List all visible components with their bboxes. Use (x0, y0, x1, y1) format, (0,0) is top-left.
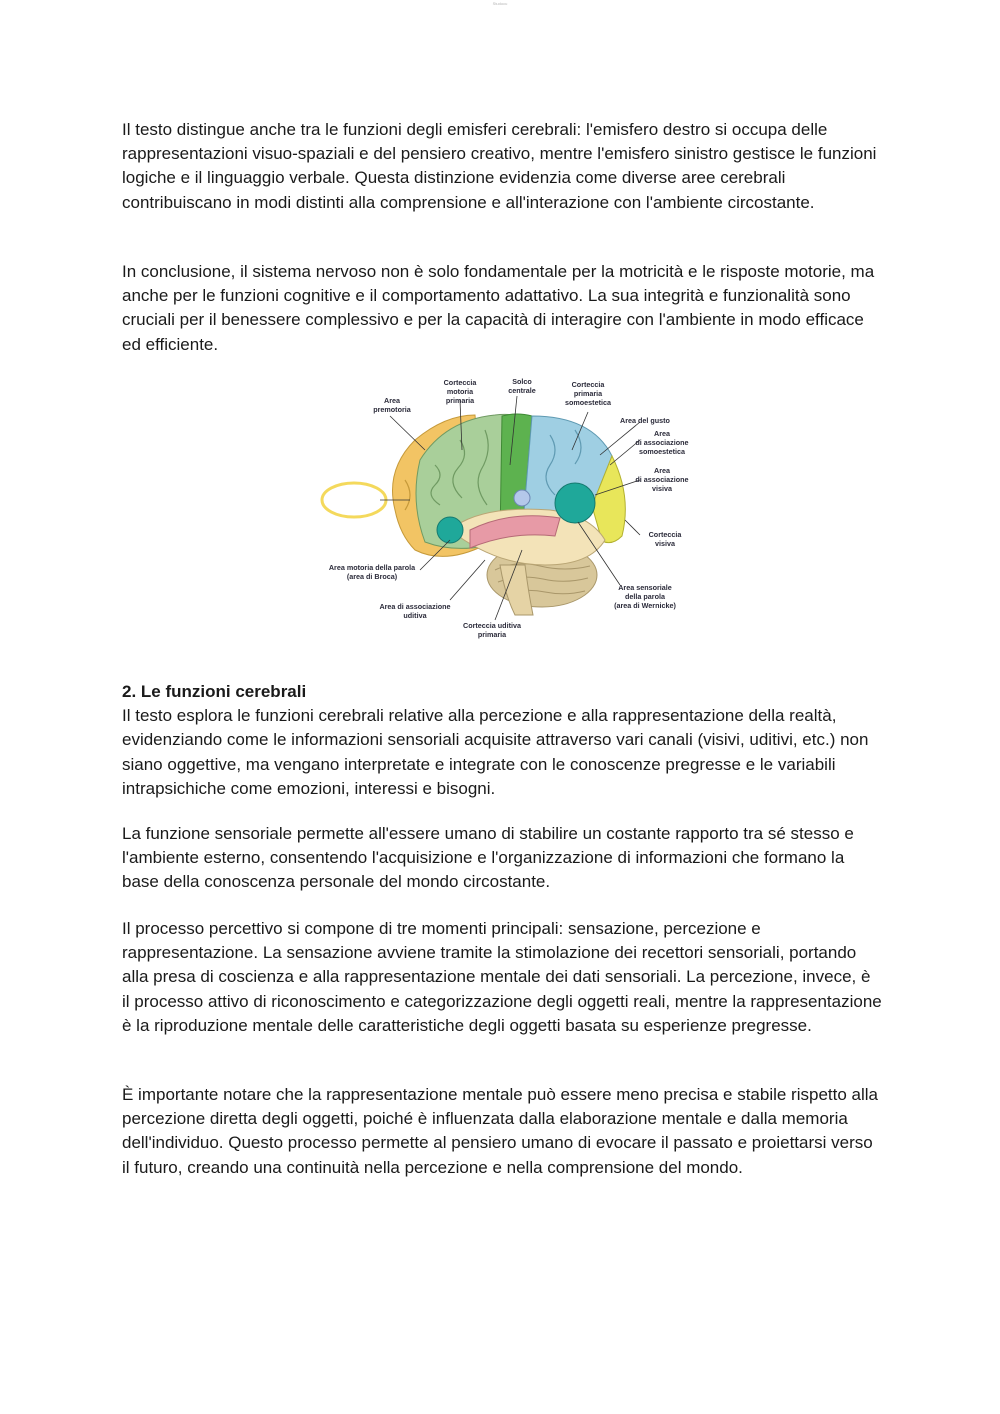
label-motor-cortex: Corteccia (443, 378, 477, 387)
label-broca: Area motoria della parola (328, 563, 416, 572)
brain-areas-figure (310, 370, 710, 650)
label-wernicke-3: (area di Wernicke) (614, 601, 676, 610)
section-heading: 2. Le funzioni cerebrali (122, 682, 307, 701)
paragraph-text: La funzione sensoriale permette all'essere umano di stabilire un costante rapporto tra sé stesso e l'ambiente esterno, consentendo l'acquisizione e l'organizzazione di informazioni che formano la base della conoscenza personale del mondo circostante. (122, 824, 854, 892)
label-somatosensory-assoc-2: di associazione (635, 438, 689, 447)
label-auditory-assoc: Area di associazione (379, 602, 451, 611)
label-premotor-2: premotoria (373, 405, 411, 414)
paragraph-text: È importante notare che la rappresentazione mentale può essere meno precisa e stabile rispetto alla percezione diretta degli oggetti, poiché è influenzata dalla elaborazione mentale e dalla memoria dell'individuo. Questo processo permette al pensiero umano di evocare il passato e proiettarsi verso il futuro, creando una continuità nella percezione e nella comprensione del mondo. (122, 1085, 878, 1177)
label-premotor: Area (384, 396, 400, 405)
label-somatosensory-2: primaria (573, 389, 603, 398)
label-somatosensory: Corteccia (571, 380, 605, 389)
label-visual-assoc: Area (654, 466, 670, 475)
label-somatosensory-3: somoestetica (565, 398, 611, 407)
label-motor-cortex-2: motoria (446, 387, 474, 396)
label-central-sulcus-2: centrale (508, 386, 536, 395)
label-broca-2: (area di Broca) (346, 572, 398, 581)
label-visual-assoc-2: di associazione (635, 475, 689, 484)
paragraph-emisferi (122, 118, 882, 215)
label-visual-assoc-3: visiva (652, 484, 672, 493)
prefrontal-highlight (322, 483, 386, 517)
label-auditory-assoc-2: uditiva (403, 611, 427, 620)
label-auditory-cortex: Corteccia uditiva (463, 621, 521, 630)
gustatory-area-shape (514, 490, 530, 506)
section-funzioni-cerebrali (122, 680, 882, 801)
paragraph-conclusione (122, 260, 882, 357)
label-visual-cortex-2: visiva (655, 539, 675, 548)
label-central-sulcus: Solco (512, 377, 532, 386)
paragraph-text: Il testo esplora le funzioni cerebrali relative alla percezione e alla rappresentazione della realtà, evidenziando come le informazioni sensoriali acquisite attraverso vari canali (visivi, uditivi, etc.) non siano oggettive, ma vengano interpretate e integrate con le conoscenze pregresse e le variabili intrapsichiche come emozioni, interessi e bisogni. (122, 706, 869, 798)
label-wernicke: Area sensoriale (618, 583, 672, 592)
paragraph-text: Il testo distingue anche tra le funzioni degli emisferi cerebrali: l'emisfero destro si occupa delle rappresentazioni visuo-spaziali e del pensiero creativo, mentre l'emisfero sinistro gestisce le funzioni logiche e il linguaggio verbale. Questa distinzione evidenzia come diverse aree cerebrali contribuiscano in modi distinti alla comprensione e all'interazione con l'ambiente circostante. (122, 120, 877, 212)
paragraph-rappresentazione (122, 1083, 882, 1180)
label-motor-cortex-3: primaria (445, 396, 475, 405)
paragraph-text: In conclusione, il sistema nervoso non è solo fondamentale per la motricità e le risposte motorie, ma anche per le funzioni cognitive e il comportamento adattativo. La sua integrità e funzionalità sono cruciali per il benessere complessivo e per la capacità di interagire con l'ambiente in modo efficace ed efficiente. (122, 262, 875, 354)
label-somatosensory-assoc-3: somoestetica (639, 447, 685, 456)
paragraph-funzione-sensoriale (122, 822, 882, 895)
wernicke-area-shape (555, 483, 595, 523)
brain-illustration (310, 370, 710, 650)
label-gustatory: Area del gusto (620, 416, 670, 425)
label-somatosensory-assoc: Area (654, 429, 670, 438)
label-auditory-cortex-2: primaria (477, 630, 507, 639)
paragraph-processo-percettivo (122, 917, 882, 1038)
header-watermark: Studocu (492, 1, 508, 6)
broca-area-shape (437, 517, 463, 543)
paragraph-text: Il processo percettivo si compone di tre momenti principali: sensazione, percezione e rappresentazione. La sensazione avviene tramite la stimolazione dei recettori sensoriali, portando alla presa di coscienza e alla rappresentazione mentale dei dati sensoriali. La percezione, invece, è il processo attivo di riconoscimento e categorizzazione degli oggetti reali, mentre la rappresentazione è la riproduzione mentale delle caratteristiche degli oggetti basata su esperienze pregresse. (122, 919, 882, 1035)
label-wernicke-2: della parola (625, 592, 665, 601)
label-visual-cortex: Corteccia (648, 530, 682, 539)
